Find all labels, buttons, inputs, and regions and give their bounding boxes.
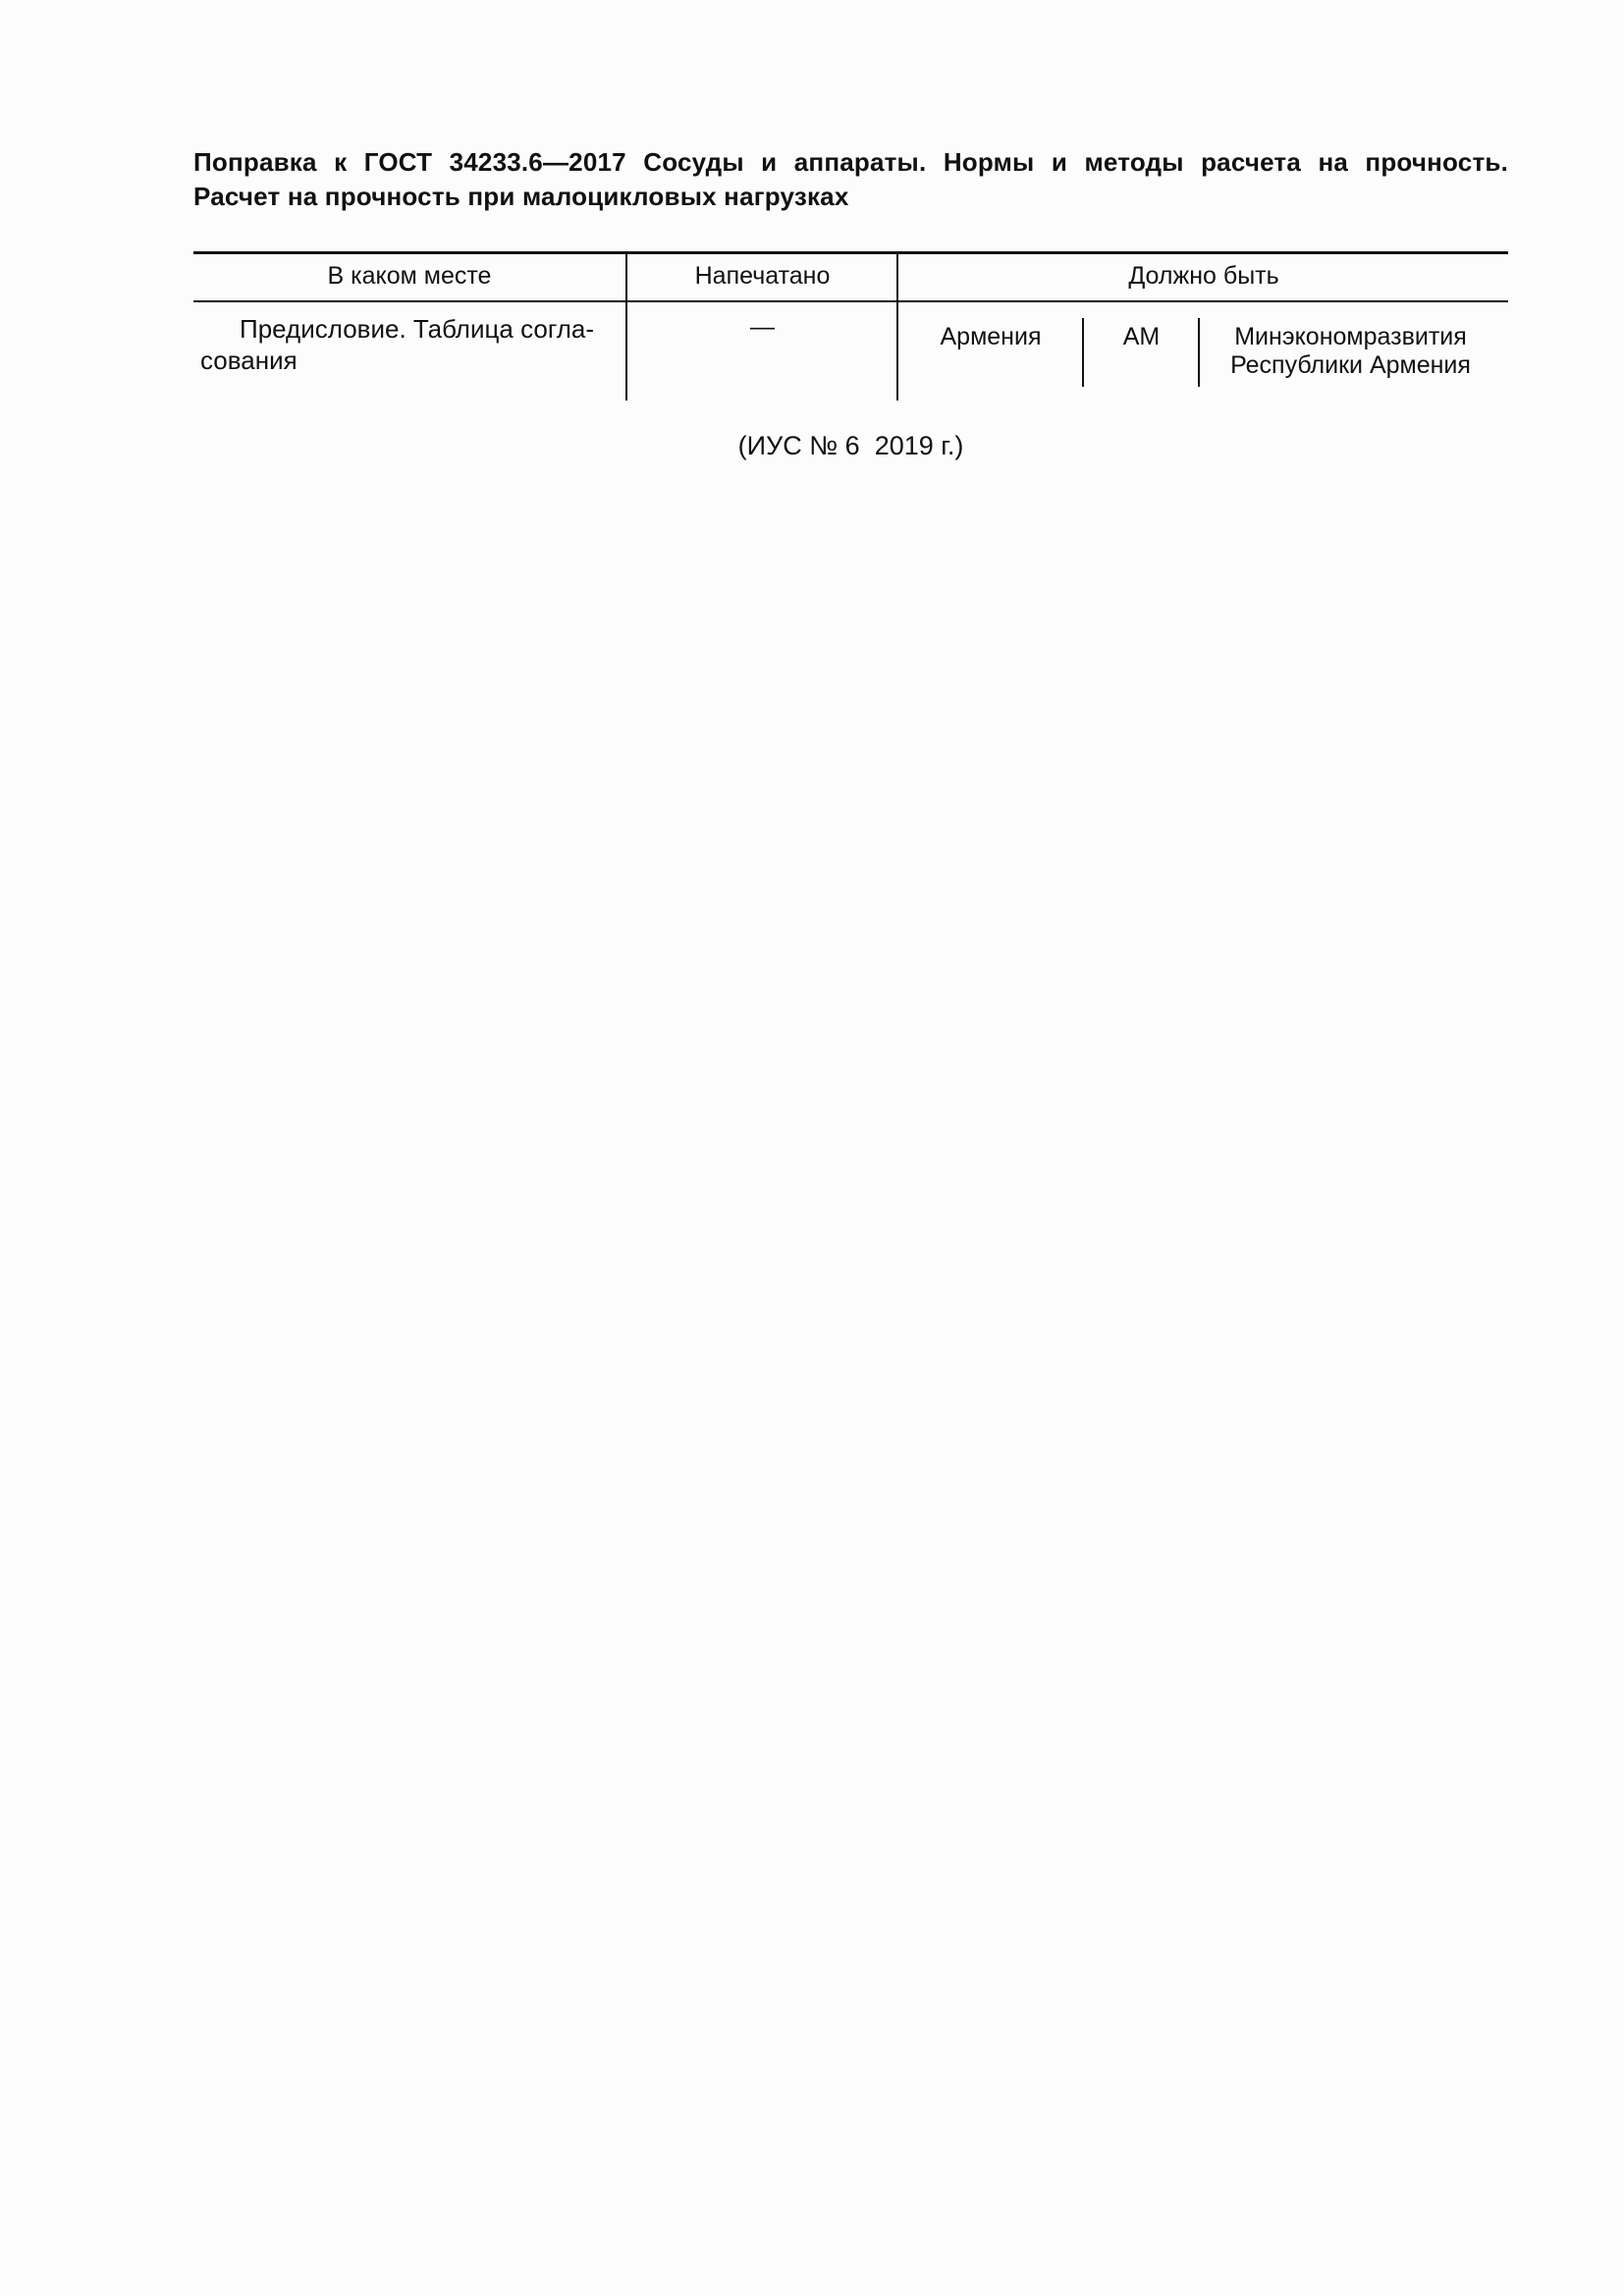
- subcolumn-divider-1: [1082, 318, 1084, 387]
- header-should-be: Должно быть: [1128, 262, 1279, 290]
- header-printed: Напечатано: [694, 262, 831, 290]
- page-title: [193, 145, 1508, 214]
- subcolumn-divider-2: [1198, 318, 1200, 387]
- code-cell: АМ: [1122, 323, 1161, 350]
- table-header-rule: [193, 300, 1508, 302]
- title-line-1: Поправка к ГОСТ 34233.6—2017 Сосуды и аппараты. Нормы и методы расчета на прочность.: [193, 147, 1508, 177]
- title-line-2: Расчет на прочность при малоцикловых нагрузках: [193, 182, 849, 211]
- column-divider-1: [625, 253, 627, 400]
- agency-cell-line-1: Минэкономразвития: [1234, 323, 1467, 350]
- place-cell-line-2: сования: [200, 346, 298, 375]
- country-cell: Армения: [940, 323, 1042, 350]
- publication-reference: (ИУС № 6 2019 г.): [737, 431, 964, 460]
- place-cell-line-1: Предисловие. Таблица согла-: [240, 314, 595, 344]
- header-place: В каком месте: [327, 262, 492, 290]
- table-top-rule: [193, 251, 1508, 254]
- agency-cell-line-2: Республики Армения: [1230, 351, 1471, 379]
- column-divider-2: [896, 253, 898, 400]
- printed-cell: —: [750, 313, 775, 341]
